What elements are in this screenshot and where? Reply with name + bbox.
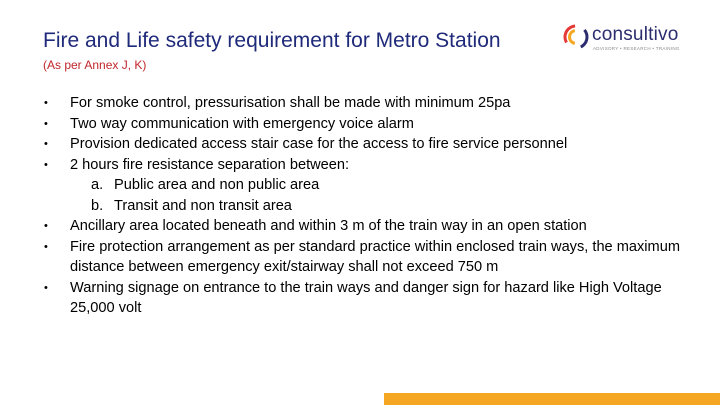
slide-title: Fire and Life safety requirement for Metro Station (43, 29, 501, 52)
bullet-item (44, 278, 694, 319)
bullet-item (44, 134, 694, 155)
bullet-text: Fire protection arrangement as per standard practice within enclosed train ways, the maximum distance between emergency exit/stairway shall not exceed 750 m (70, 238, 680, 275)
bullet-marker: • (44, 220, 48, 232)
sub-item-number: b. (91, 197, 104, 214)
bullet-marker: • (44, 240, 48, 253)
bottom-accent-bar (384, 393, 720, 405)
sub-item-number: a. (91, 177, 104, 193)
bullet-text: Two way communication with emergency voice alarm (70, 115, 414, 132)
logo-mark-icon (563, 24, 591, 52)
logo-tagline: ADVISORY • RESEARCH • TRAINING (593, 46, 680, 51)
bullet-text: For smoke control, pressurisation shall be made with minimum 25pa (70, 95, 511, 111)
slide-subtitle: (As per Annex J, K) (43, 58, 147, 72)
bullet-item (44, 216, 694, 237)
bullet-marker: • (44, 97, 48, 109)
sub-item-text: Transit and non transit area (114, 197, 292, 214)
content-list (44, 93, 694, 319)
bullet-marker: • (44, 158, 48, 171)
bullet-item (44, 155, 694, 176)
bullet-text: 2 hours fire resistance separation between: (70, 156, 350, 173)
bullet-text: Ancillary area located beneath and within 3 m of the train way in an open station (70, 218, 587, 234)
consultivo-logo (563, 24, 683, 52)
bullet-marker: • (44, 117, 48, 130)
bullet-item (44, 114, 694, 135)
sub-item (44, 175, 694, 196)
logo-wordmark: consultivo (592, 24, 679, 45)
bullet-text: Provision dedicated access stair case for the access to fire service personnel (70, 136, 568, 152)
bullet-item (44, 237, 694, 278)
sub-item (44, 196, 694, 217)
bullet-text: Warning signage on entrance to the train ways and danger sign for hazard like High Voltage 25,000 volt (70, 279, 662, 316)
bullet-item (44, 93, 694, 114)
bullet-marker: • (44, 281, 48, 294)
sub-item-text: Public area and non public area (114, 177, 320, 193)
bullet-marker: • (44, 138, 48, 150)
